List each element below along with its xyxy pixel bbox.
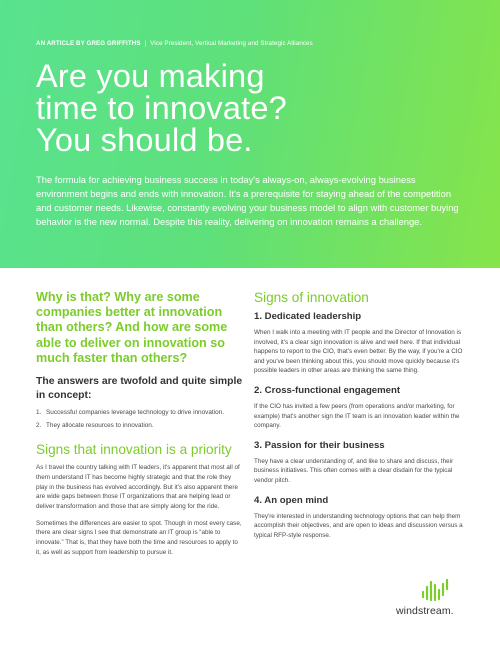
list-text: They allocate resources to innovation. [46, 421, 154, 429]
sign-text: If the CIO has invited a few peers (from operations and/or marketing, for example) that's another sign the IT team is an innovation leader within the company. [254, 402, 460, 430]
right-column [254, 290, 472, 549]
page-title [36, 60, 476, 156]
section-heading: Signs that innovation is a priority [36, 442, 232, 458]
list-text: Successful companies leverage technology to drive innovation. [46, 409, 224, 417]
sign-heading: 4. An open mind [254, 494, 329, 506]
title-line-3: You should be. [36, 122, 253, 158]
list-number: 2. [36, 421, 42, 429]
list-item [36, 421, 244, 431]
body-paragraph: As I travel the country talking with IT leaders, it's apparent that most all of them understand IT has become highly strategic and that the role they play in the business has evolved accordingly. But it's also apparent there are wide gaps between those IT organizations that are helping lead or deliver transformation and those that are simply along for the ride. [36, 464, 240, 511]
byline [36, 40, 476, 47]
sign-heading: 1. Dedicated leadership [254, 311, 362, 322]
sign-text: They're interested in understanding technology options that can help them accomplish their objectives, and are open to ideas and discussion versus a typical RFP-style response. [254, 512, 463, 539]
body-paragraph: Sometimes the differences are easier to spot. Though in most every case, there are clear signs I see that demonstrate an IT group is “able to innovate.” That is, that they have both the time and resources to apply to it, as well as support from leadership to pursue it. [36, 519, 242, 556]
sign-text: When I walk into a meeting with IT people and the Director of Innovation is involved, it's a clear sign innovation is alive and well here. If that individual happens to report to the CIO, that's even better. By the way, if you're a CIO and you've been thinking about this, you should move quickly because it's possible leaders in other areas are thinking the same thing. [254, 329, 463, 375]
title-line-1: Are you making [36, 58, 265, 94]
list-number: 1. [36, 409, 42, 417]
logo-wordmark: windstream. [396, 605, 454, 617]
answer-intro: The answers are twofold and quite simple in concept: [36, 376, 243, 401]
intro-paragraph: The formula for achieving business success in today's always-on, always-evolving business environment begins and ends with innovation. It's a prerequisite for staying ahead of the competition and customer needs. Likewise, constantly evolving your business model to align with customer buying behavior is the new normal. Despite this reality, delivering on innovation remains a challenge. [36, 174, 459, 228]
byline-author: AN ARTICLE BY GREG GRIFFITHS [36, 40, 141, 47]
hero-banner [0, 0, 500, 268]
question-heading: Why is that? Why are some companies better at innovation than others? And how are some able to deliver on innovation so much faster than others? [36, 290, 228, 365]
sign-heading: 2. Cross-functional engagement [254, 384, 401, 396]
byline-role: Vice President, Vertical Marketing and Strategic Alliances [150, 40, 313, 47]
list-item [36, 408, 244, 418]
sign-text: They have a clear understanding of, and like to share and discuss, their business initiatives. This often comes with a clear disdain for the typical vendor pitch. [254, 457, 454, 484]
sign-heading: 3. Passion for their business [254, 439, 385, 451]
windstream-logo [396, 578, 476, 620]
windstream-wave-logo-icon [420, 578, 450, 602]
title-line-2: time to innovate? [36, 90, 287, 126]
signs-title: Signs of innovation [254, 290, 369, 305]
answer-list [36, 408, 244, 430]
left-column [36, 290, 244, 565]
byline-separator: | [144, 40, 147, 47]
